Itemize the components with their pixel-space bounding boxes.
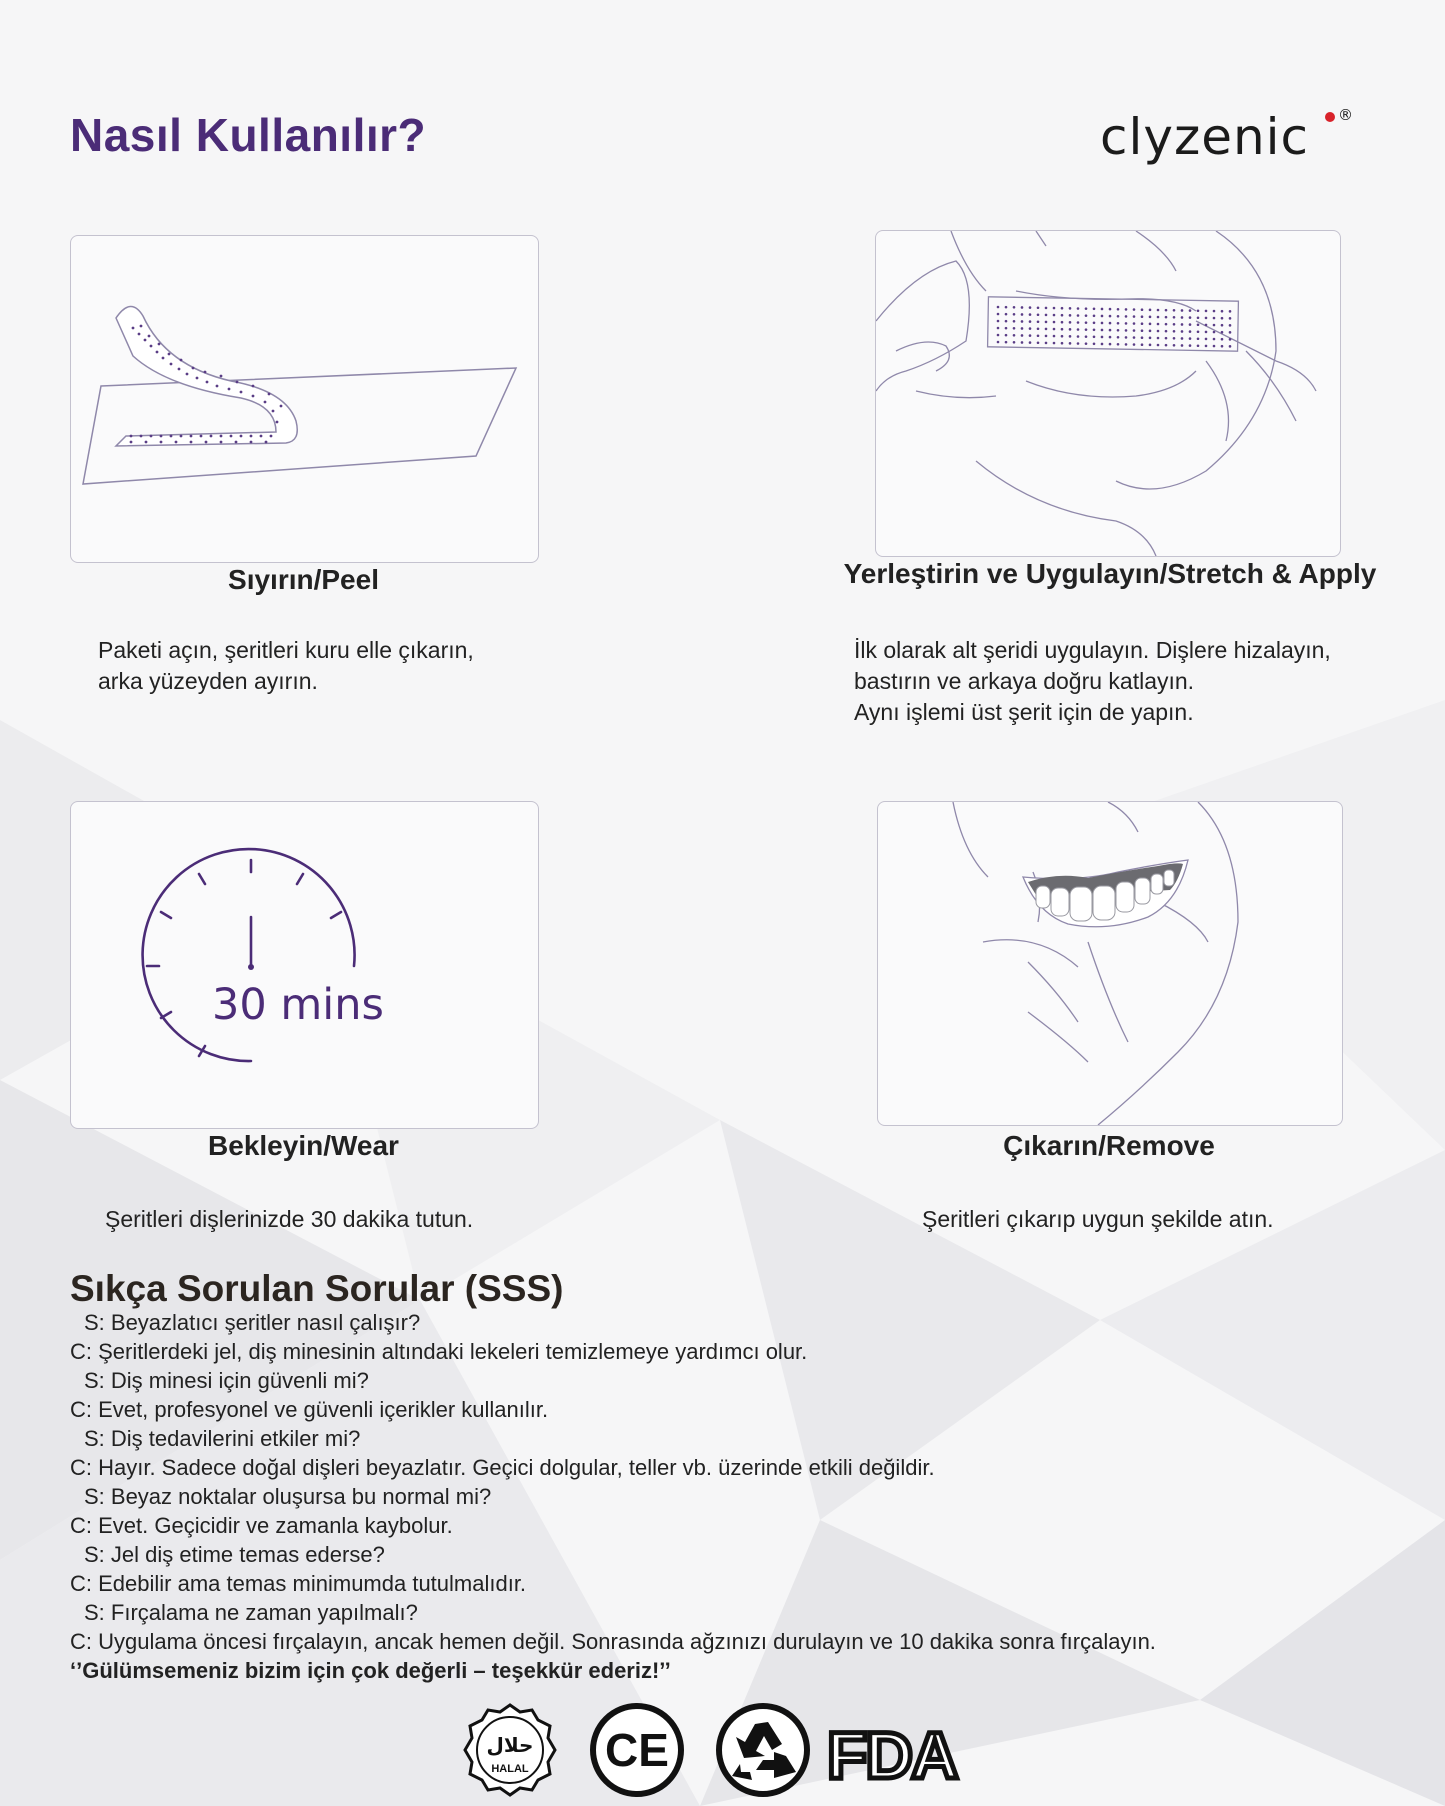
halal-icon — [465, 1705, 555, 1795]
faq-question: S: Fırçalama ne zaman yapılmalı? — [84, 1600, 418, 1625]
faq-answer: C: Edebilir ama temas minimumda tutulmalıdır. — [70, 1571, 527, 1596]
halal-arabic: حلال — [486, 1733, 534, 1757]
apply-strip-illustration — [876, 231, 1340, 556]
brand-name: clyzenic — [1100, 108, 1310, 166]
fda-icon — [827, 1718, 957, 1792]
step-title-wear: Bekleyin/Wear — [208, 1130, 399, 1161]
fda-label: FDA — [827, 1718, 957, 1792]
desc-line: Şeritleri çıkarıp uygun şekilde atın. — [922, 1206, 1274, 1232]
ce-icon — [593, 1706, 681, 1794]
desc-line: Aynı işlemi üst şerit için de yapın. — [854, 699, 1194, 725]
faq-answer: C: Hayır. Sadece doğal dişleri beyazlatır. Geçici dolgular, teller vb. üzerinde etkili değildir. — [70, 1455, 935, 1480]
faq-answer: C: Evet. Geçicidir ve zamanla kaybolur. — [70, 1513, 453, 1538]
faq-question: S: Diş minesi için güvenli mi? — [84, 1368, 369, 1393]
desc-line: arka yüzeyden ayırın. — [98, 668, 318, 694]
step-title-remove: Çıkarın/Remove — [1003, 1130, 1215, 1161]
faq-title: Sıkça Sorulan Sorular (SSS) — [70, 1268, 564, 1309]
faq-question: S: Beyaz noktalar oluşursa bu normal mi? — [84, 1484, 492, 1509]
faq-question: S: Jel diş etime temas ederse? — [84, 1542, 385, 1567]
faq-closing: ‘’Gülümsemeniz bizim için çok değerli – teşekkür ederiz!’’ — [70, 1658, 671, 1683]
desc-line: bastırın ve arkaya doğru katlayın. — [854, 668, 1195, 694]
faq-question: S: Diş tedavilerini etkiler mi? — [84, 1426, 361, 1451]
faq-answer: C: Uygulama öncesi fırçalayın, ancak hemen değil. Sonrasında ağzınızı durulayın ve 10 dakika sonra fırçalayın. — [70, 1629, 1156, 1654]
faq-answer: C: Evet, profesyonel ve güvenli içerikler kullanılır. — [70, 1397, 549, 1422]
registered-mark: ® — [1338, 106, 1354, 124]
timer-label: 30 mins — [212, 980, 384, 1030]
faq-list — [70, 1308, 1156, 1685]
desc-line: Paketi açın, şeritleri kuru elle çıkarın, — [98, 637, 474, 663]
smile-illustration — [878, 802, 1342, 1125]
step-title-peel: Sıyırın/Peel — [228, 564, 379, 595]
timer-icon — [71, 802, 538, 1128]
step-title-apply: Yerleştirin ve Uygulayın/Stretch & Apply — [843, 558, 1377, 589]
halal-label: HALAL — [491, 1763, 529, 1775]
brand-dot — [1325, 112, 1335, 122]
step-desc-wear — [105, 1204, 473, 1235]
peel-strip-illustration — [71, 236, 538, 562]
apply-panel — [875, 230, 1341, 557]
wear-panel — [70, 801, 539, 1129]
ce-label: CE — [605, 1724, 669, 1776]
faq-answer: C: Şeritlerdeki jel, diş minesinin altındaki lekeleri temizlemeye yardımcı olur. — [70, 1339, 808, 1364]
certification-badges — [460, 1700, 1010, 1800]
step-desc-peel — [98, 635, 474, 697]
step-desc-remove — [922, 1204, 1274, 1235]
desc-line: İlk olarak alt şeridi uygulayın. Dişlere hizalayın, — [854, 637, 1331, 663]
recycle-icon — [719, 1706, 807, 1794]
step-desc-apply — [854, 635, 1331, 728]
peel-panel — [70, 235, 539, 563]
remove-panel — [877, 801, 1343, 1126]
faq-question: S: Beyazlatıcı şeritler nasıl çalışır? — [84, 1310, 421, 1335]
desc-line: Şeritleri dişlerinizde 30 dakika tutun. — [105, 1206, 474, 1232]
brand-logo — [1100, 106, 1354, 166]
page-title: Nasıl Kullanılır? — [70, 109, 427, 161]
